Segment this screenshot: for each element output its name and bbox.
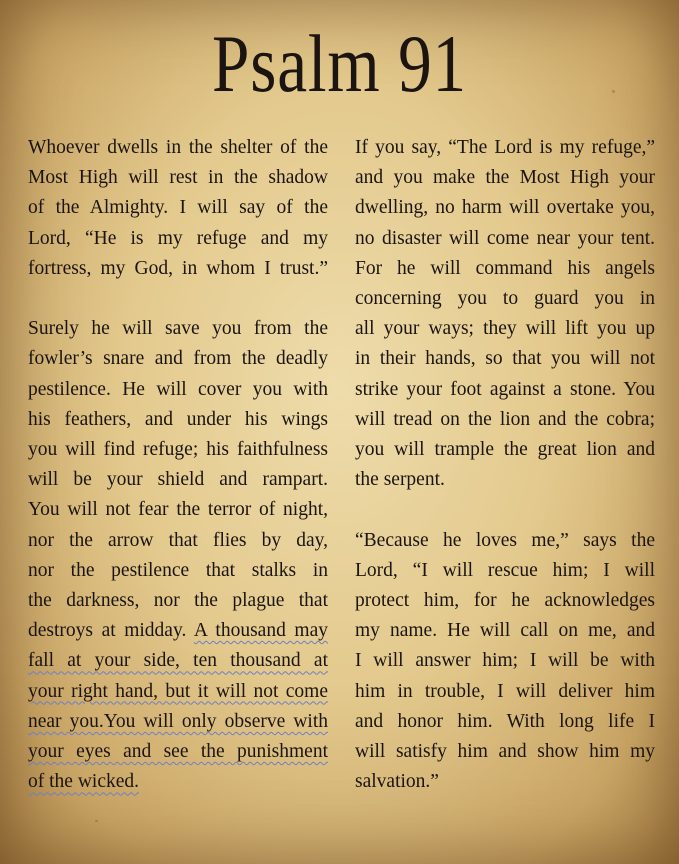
- text-line: For he will command his angels: [355, 257, 655, 279]
- text-line: will tread on the lion and the cobra;: [355, 408, 655, 430]
- text-line: nor the arrow that flies by day,: [28, 529, 328, 551]
- text-line: him in trouble, I will deliver him: [355, 680, 655, 702]
- text-line: of the Almighty. I will say of the: [28, 197, 328, 219]
- text-line: and you make the Most High your: [355, 167, 655, 189]
- page-title: Psalm 91: [211, 18, 467, 109]
- text-line: pestilence. He will cover you with: [28, 378, 328, 400]
- text-line: You will not fear the terror of night,: [28, 499, 328, 521]
- text-line: will be your shield and rampart.: [28, 469, 328, 491]
- underlined-text-fragment: A thousand may: [193, 620, 328, 642]
- underlined-text-line: [28, 707, 328, 737]
- text-line: you will trample the great lion and: [355, 439, 655, 461]
- text-line: If you say, “The Lord is my refuge,”: [355, 137, 655, 158]
- underlined-text: your right hand, but it will not come: [28, 680, 328, 702]
- paragraph-gap: [28, 284, 328, 314]
- text-line: nor the pestilence that stalks in: [28, 559, 328, 581]
- text-line: all your ways; they will lift you up: [355, 318, 655, 340]
- text-line: no disaster will come near your tent.: [355, 227, 655, 249]
- text-line: “Because he loves me,” says the: [355, 529, 655, 551]
- underlined-text: of the wicked.: [28, 771, 140, 793]
- right-paragraph-2: [355, 526, 655, 798]
- underlined-text-line: [28, 646, 328, 676]
- text-line: you will find refuge; his faithfulness: [28, 439, 328, 461]
- text-line: the serpent.: [355, 469, 445, 491]
- underlined-text-line: [28, 737, 328, 767]
- text-line: protect him, for he acknowledges: [355, 590, 655, 612]
- text-line: the darkness, nor the plague that: [28, 590, 328, 612]
- underlined-text: your eyes and see the punishment: [28, 741, 328, 763]
- text-line: fortress, my God, in whom I trust.”: [28, 257, 328, 279]
- text-line: I will answer him; I will be with: [355, 650, 655, 672]
- text-line: salvation.”: [355, 771, 439, 793]
- left-paragraph-2: [28, 314, 328, 797]
- left-column: [28, 133, 328, 797]
- underlined-text: fall at your side, ten thousand at: [28, 650, 328, 672]
- text-line: concerning you to guard you in: [355, 288, 655, 310]
- text-line: Most High will rest in the shadow: [28, 167, 328, 189]
- paper-speck: [95, 820, 98, 822]
- paragraph-gap: [355, 495, 655, 525]
- text-line: and honor him. With long life I: [355, 710, 655, 732]
- text-line: dwelling, no harm will overtake you,: [355, 197, 655, 219]
- text-line: Whoever dwells in the shelter of the: [28, 137, 328, 158]
- text-line: will satisfy him and show him my: [355, 741, 655, 763]
- text-line: my name. He will call on me, and: [355, 620, 655, 642]
- underlined-text-line: [28, 767, 328, 797]
- text-line: Lord, “He is my refuge and my: [28, 227, 328, 249]
- text-fragment: destroys at midday.: [28, 620, 187, 642]
- text-line-split: [28, 616, 328, 646]
- text-line: fowler’s snare and from the deadly: [28, 348, 328, 370]
- text-line: in their hands, so that you will not: [355, 348, 655, 370]
- left-paragraph-1: [28, 133, 328, 284]
- text-line: his feathers, and under his wings: [28, 408, 328, 430]
- underlined-text: near you.You will only observe with: [28, 710, 328, 732]
- right-paragraph-1: [355, 133, 655, 495]
- underlined-text-line: [28, 677, 328, 707]
- right-column: [355, 133, 655, 797]
- text-line: Lord, “I will rescue him; I will: [355, 559, 655, 581]
- text-line: Surely he will save you from the: [28, 318, 328, 340]
- text-line: strike your foot against a stone. You: [355, 378, 655, 400]
